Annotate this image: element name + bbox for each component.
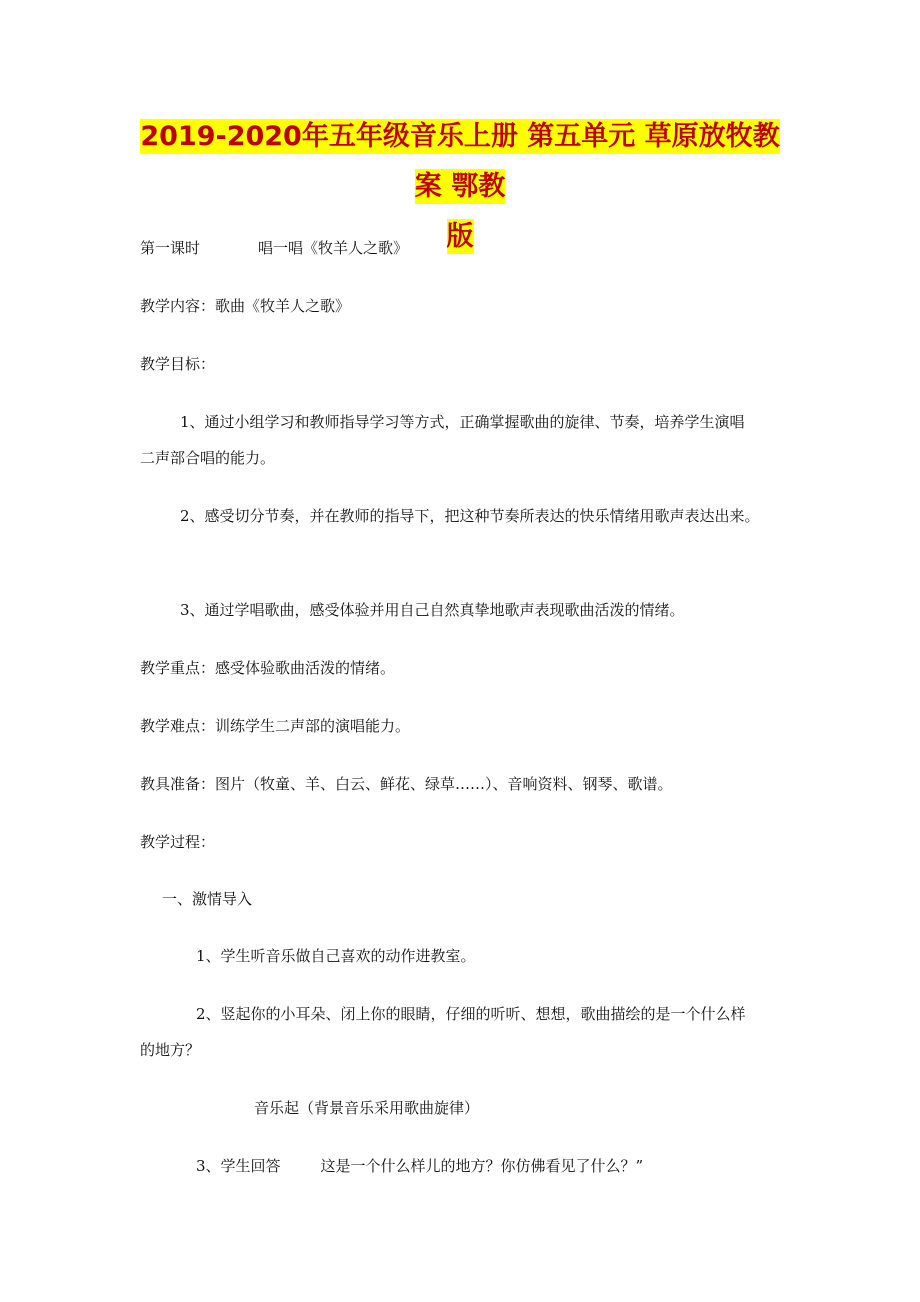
step-3-text: 这是一个什么样儿的地方？你仿佛看见了什么？”: [320, 1157, 644, 1175]
step-1: 1、学生听音乐做自己喜欢的动作进教室。: [196, 947, 476, 965]
teaching-materials: 教具准备：图片（牧童、羊、白云、鲜花、绿草……）、音响资料、钢琴、歌谱。: [140, 775, 673, 793]
lesson-line: [140, 238, 408, 258]
teaching-difficulty: 教学难点：训练学生二声部的演唱能力。: [140, 717, 411, 735]
step-2-line-1: 2、竖起你的小耳朵、闭上你的眼睛，仔细的听听、想想，歌曲描绘的是一个什么样: [196, 1005, 746, 1023]
goals-heading: 教学目标：: [140, 355, 216, 373]
title-line-2: 版: [446, 221, 474, 252]
step-2-line-2: 的地方？: [140, 1041, 201, 1059]
lesson-topic: 唱一唱《牧羊人之歌》: [258, 239, 409, 257]
goal-3: 3、通过学唱歌曲，感受体验并用自己自然真挚地歌声表现歌曲活泼的情绪。: [180, 601, 685, 619]
process-heading: 教学过程：: [140, 833, 216, 851]
goal-1-line-2: 二声部合唱的能力。: [140, 449, 276, 467]
teaching-focus: 教学重点：感受体验歌曲活泼的情绪。: [140, 659, 396, 677]
title-line-1: 2019-2020年五年级音乐上册 第五单元 草原放牧教案 鄂教: [140, 121, 780, 202]
lesson-period: 第一课时: [140, 239, 201, 257]
section-1-heading: 一、激情导入: [162, 890, 253, 908]
step-3: [196, 1156, 643, 1176]
teaching-content: 教学内容：歌曲《牧羊人之歌》: [140, 297, 351, 315]
step-3-label: 3、学生回答: [196, 1157, 281, 1175]
music-note: 音乐起（背景音乐采用歌曲旋律）: [254, 1099, 480, 1117]
goal-2: 2、感受切分节奏，并在教师的指导下，把这种节奏所表达的快乐情绪用歌声表达出来。: [180, 507, 760, 525]
goal-1-line-1: 1、通过小组学习和教师指导学习等方式，正确掌握歌曲的旋律、节奏，培养学生演唱: [180, 413, 745, 431]
